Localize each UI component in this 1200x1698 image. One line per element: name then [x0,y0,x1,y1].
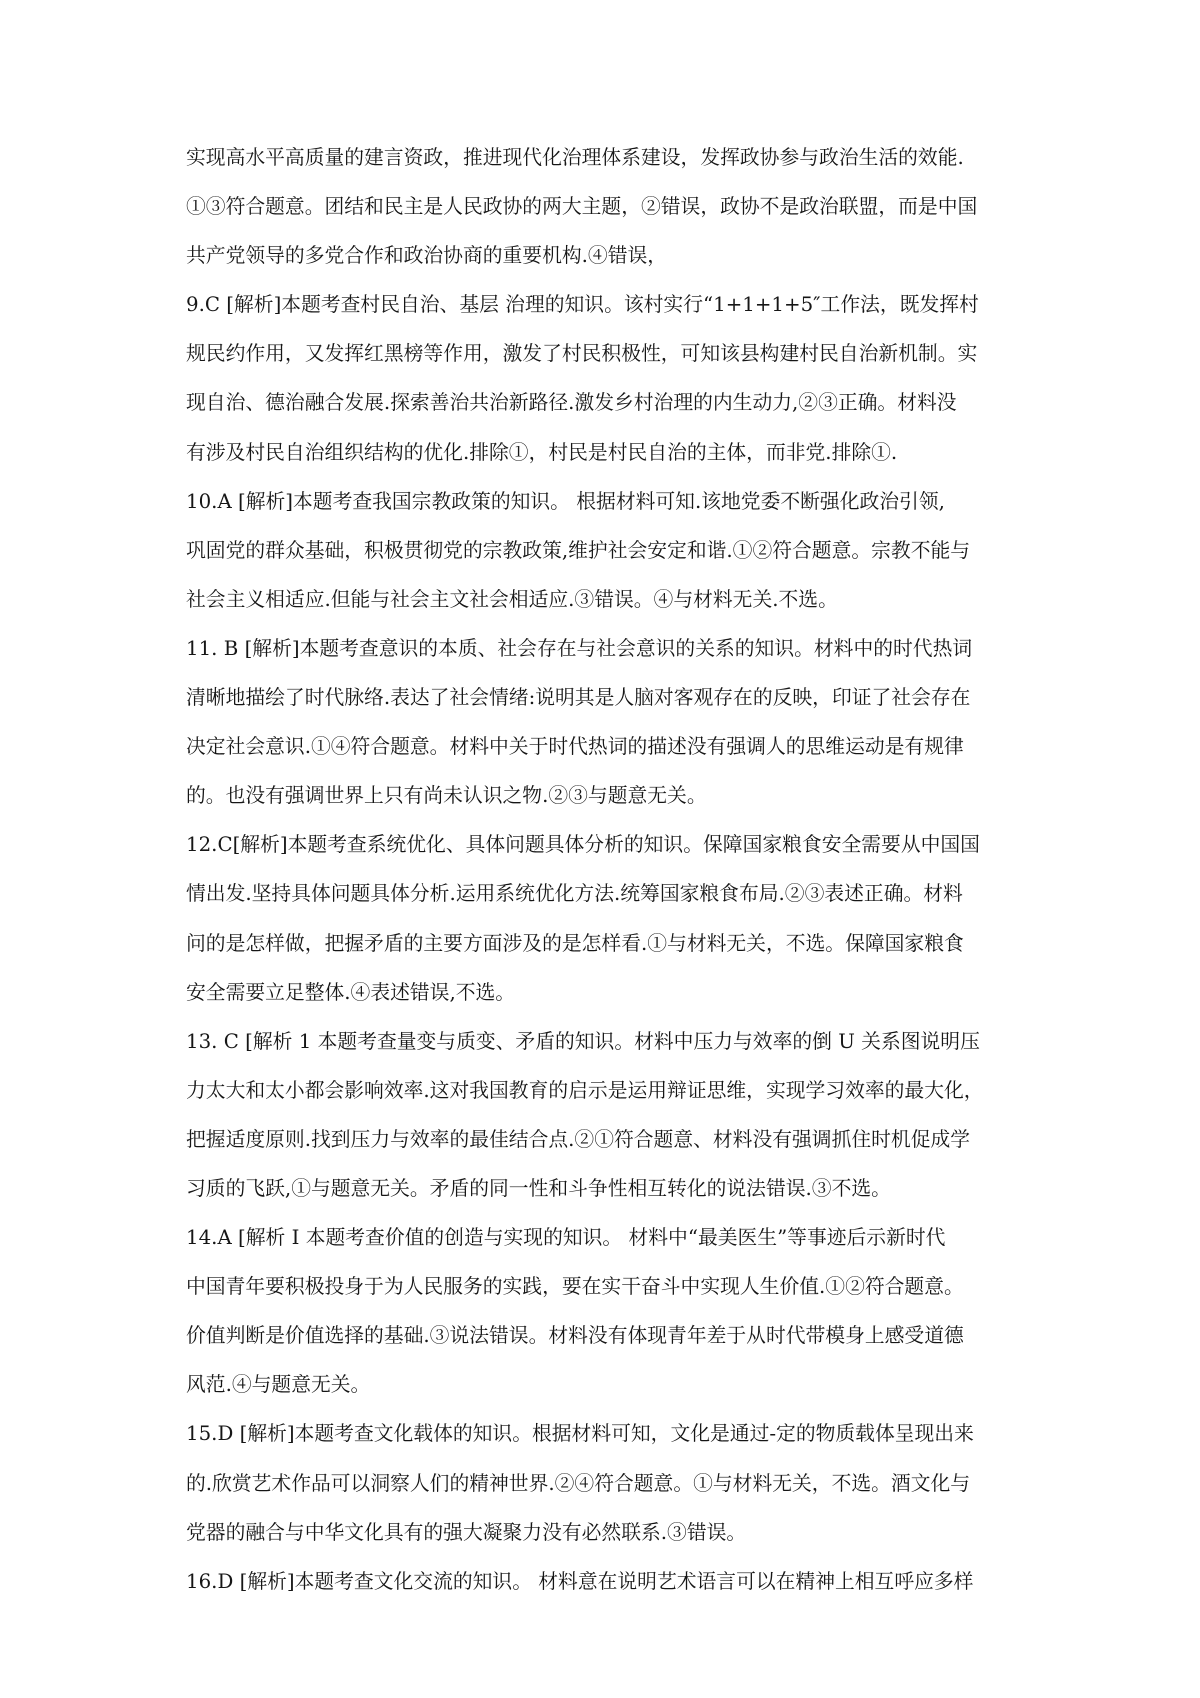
answer-13-line: 13. C [解析 1 本题考查量变与质变、矛盾的知识。材料中压力与效率的倒 U 关系图说明压 [186,1029,980,1053]
text-line: 风范.④与题意无关。 [186,1373,371,1397]
text-line: 力太大和太小都会影响效率.这对我国教育的启示是运用辩证思维，实现学习效率的最大化， [186,1078,984,1102]
document-body [186,133,1016,1606]
text-line: 规民约作用，又发挥红黑榜等作用，激发了村民积极性，可知该县构建村民自治新机制。实 [186,342,978,366]
text-line: ①③符合题意。团结和民主是人民政协的两大主题，②错误，政协不是政治联盟，而是中国 [186,195,978,219]
answer-14-line: 14.A [解析 I 本题考查价值的创造与实现的知识。 材料中“最美医生”等事迹后示新时代 [186,1226,946,1250]
text-line: 的。也没有强调世界上只有尚未认识之物.②③与题意无关。 [186,784,707,808]
text-line: 实现高水平高质量的建言资政，推进现代化治理体系建设，发挥政协参与政治生活的效能. [186,146,964,169]
text-line: 现自治、德治融合发展.探索善治共治新路径.激发乡村治理的内生动力,②③正确。材料没 [186,391,957,415]
text-line: 习质的飞跃,①与题意无关。矛盾的同一性和斗争性相互转化的说法错误.③不选。 [186,1176,891,1200]
text-line: 党器的融合与中华文化具有的强大凝聚力没有必然联系.③错误。 [186,1520,747,1544]
text-line: 价值判断是价值选择的基础.③说法错误。材料没有体现青年差于从时代带模身上感受道德 [186,1324,964,1348]
text-line: 共产党领导的多党合作和政治协商的重要机构.④错误， [186,244,668,268]
text-line: 中国青年要积极投身于为人民服务的实践，要在实干奋斗中实现人生价值.①②符合题意。 [186,1275,964,1299]
answer-9-line: 9.C [解析]本题考查村民自治、基层 治理的知识。该村实行“1+1+1+5″工作法，既发挥村 [186,293,979,317]
text-line: 的.欣赏艺术作品可以洞察人们的精神世界.②④符合题意。①与材料无关，不选。酒文化与 [186,1471,971,1495]
text-line: 问的是怎样做，把握矛盾的主要方面涉及的是怎样看.①与材料无关，不选。保障国家粮食 [186,931,964,955]
answer-16-line: 16.D [解析]本题考查文化交流的知识。 材料意在说明艺术语言可以在精神上相互呼应多样 [186,1569,974,1593]
text-line: 安全需要立足整体.④表述错误,不选。 [186,980,516,1004]
answer-12-line: 12.C[解析]本题考查系统优化、具体问题具体分析的知识。保障国家粮食安全需要从中国国 [186,833,980,857]
answer-10-line: 10.A [解析]本题考查我国宗教政策的知识。 根据材料可知.该地党委不断强化政治引领, [186,489,945,513]
answer-11-line: 11. B [解析]本题考查意识的本质、社会存在与社会意识的关系的知识。材料中的时代热词 [186,636,973,660]
answer-15-line: 15.D [解析]本题考查文化载体的知识。根据材料可知，文化是通过-定的物质载体呈现出来 [186,1422,974,1446]
text-line: 有涉及村民自治组织结构的优化.排除①，村民是村民自治的主体，而非党.排除①. [186,440,898,464]
text-line: 清晰地描绘了时代脉络.表达了社会情绪:说明其是人脑对客观存在的反映，印证了社会存在 [186,686,971,710]
text-line: 巩固党的群众基础，积极贯彻党的宗教政策,维护社会安定和谐.①②符合题意。宗教不能与 [186,538,971,562]
text-line: 社会主义相适应.但能与社会主文社会相适应.③错误。④与材料无关.不选。 [186,587,838,611]
text-line: 把握适度原则.找到压力与效率的最佳结合点.②①符合题意、材料没有强调抓住时机促成学 [186,1127,971,1151]
text-line: 情出发.坚持具体问题具体分析.运用系统优化方法.统筹国家粮食布局.②③表述正确。材料 [186,882,963,906]
text-line: 决定社会意识.①④符合题意。材料中关于时代热词的描述没有强调人的思维运动是有规律 [186,735,964,759]
